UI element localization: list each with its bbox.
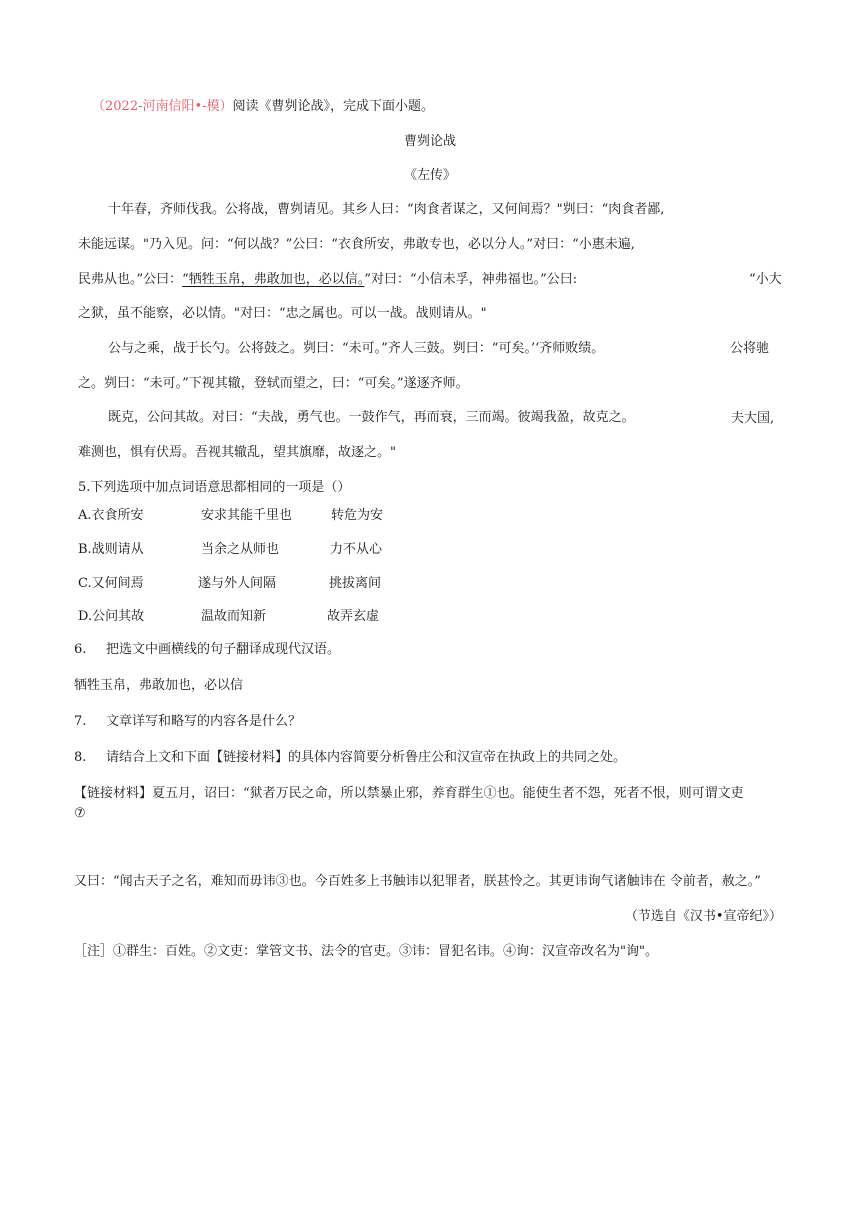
question-6-sentence: 牺牲玉帛，弗敢加也，必以信 — [74, 678, 244, 693]
option-c-word3: 挑拔离间 — [329, 576, 382, 591]
link-material-line: 又曰：“闻古天子之名，难知而毋讳③也。今百姓多上书触讳以犯罪者，朕甚怜之。其更讳询气诸触讳在 令前者，赦之。” — [74, 874, 761, 889]
passage-segment: 公将驰 — [730, 341, 770, 356]
question-5-stem: 5.下列选项中加点词语意思都相同的一项是（） — [78, 480, 351, 495]
passage-segment: ”对曰：“小信未孚，神弗福也。”公曰: — [364, 272, 578, 287]
passage-line: 难测也，惧有伏焉。吾视其辙乱，望其旗靡，故逐之。" — [78, 445, 396, 460]
passage-segment: 夫大国, — [731, 411, 775, 426]
question-7-number: 7. — [74, 714, 87, 729]
passage-line: 十年春，齐师伐我。公将战，曹刿请见。其乡人曰：“肉食者谋之，又何间焉？"刿曰：“肉食者鄙, — [108, 202, 665, 217]
question-8-text: 请结合上文和下面【链接材料】的具体内容简要分析鲁庄公和汉宣帝在执政上的共同之处。 — [106, 750, 627, 765]
option-a-word2: 安求其能千里也 — [201, 508, 293, 523]
passage-segment: “小大 — [749, 272, 782, 287]
passage-line: 之狱，虽不能察，必以情。"对曰：“忠之属也。可以一战。战则请从。" — [78, 306, 487, 321]
passage-line: 公与之乘，战于长勺。公将鼓之。刿曰：“未可。”齐人三鼓。刿曰：“可矣。’‘齐师败绩。 — [108, 341, 605, 356]
instruction-text: 阅读《曹刿论战》，完成下面小题。 — [232, 99, 435, 114]
option-a-word3: 转危为安 — [331, 508, 384, 523]
question-source: （2022-河南信阳•-模） — [92, 99, 233, 114]
option-b-word1: B.战则请从 — [78, 542, 144, 557]
option-d-word3: 故弄玄虚 — [327, 609, 380, 624]
option-d-word1: D.公问其故 — [78, 609, 145, 624]
passage-segment: 民弗从也。”公曰： — [78, 272, 183, 287]
question-6-number: 6. — [74, 642, 87, 657]
passage-line — [78, 272, 577, 288]
question-8-number: 8. — [74, 750, 87, 765]
link-material-source: （节选自《汉书•宣帝纪》） — [624, 909, 782, 924]
option-b-word3: 力不从心 — [330, 542, 383, 557]
link-material-notes: ［注］①群生：百姓。②文吏：掌管文书、法令的官吏。③讳：冒犯名讳。④询：汉宣帝改名为"询"。 — [74, 944, 658, 959]
passage-line: 未能远谋。"乃入见。问：“何以战？”公曰：“衣食所安，弗敢专也，必以分人。”对曰：“小惠未遍, — [78, 237, 635, 252]
passage-title: 曹刿论战 — [403, 134, 456, 149]
passage-line: 之。刿曰：“未可。”下视其辙，登轼而望之，曰：“可矣。”遂逐齐师。 — [78, 376, 469, 391]
passage-line: 既克，公问其故。对曰：“夫战，勇气也。一鼓作气，再而衰，三而竭。彼竭我盈，故克之。 — [108, 410, 635, 425]
question-6-text: 把选文中画横线的句子翻译成现代汉语。 — [106, 642, 341, 657]
option-d-word2: 温故而知新 — [201, 609, 267, 624]
option-b-word2: 当余之从师也 — [201, 542, 280, 557]
link-material-footnote-mark: ⑦ — [74, 806, 86, 821]
option-c-word2: 遂与外人间隔 — [198, 576, 277, 591]
passage-author: 《左传》 — [403, 168, 456, 183]
link-material-line: 【链接材料】夏五月，诏曰：“狱者万民之命，所以禁暴止邪，养育群生①也。能使生者不怨，死者不恨，则可谓文吏 — [74, 786, 744, 801]
option-a-word1: A.衣食所安 — [78, 508, 144, 523]
question-header — [92, 99, 434, 115]
underlined-sentence: “牺牲玉帛，弗敢加也，必以信。 — [182, 272, 365, 287]
question-7-text: 文章详写和略写的内容各是什么？ — [106, 714, 302, 729]
option-c-word1: C.又何间焉 — [78, 576, 144, 591]
